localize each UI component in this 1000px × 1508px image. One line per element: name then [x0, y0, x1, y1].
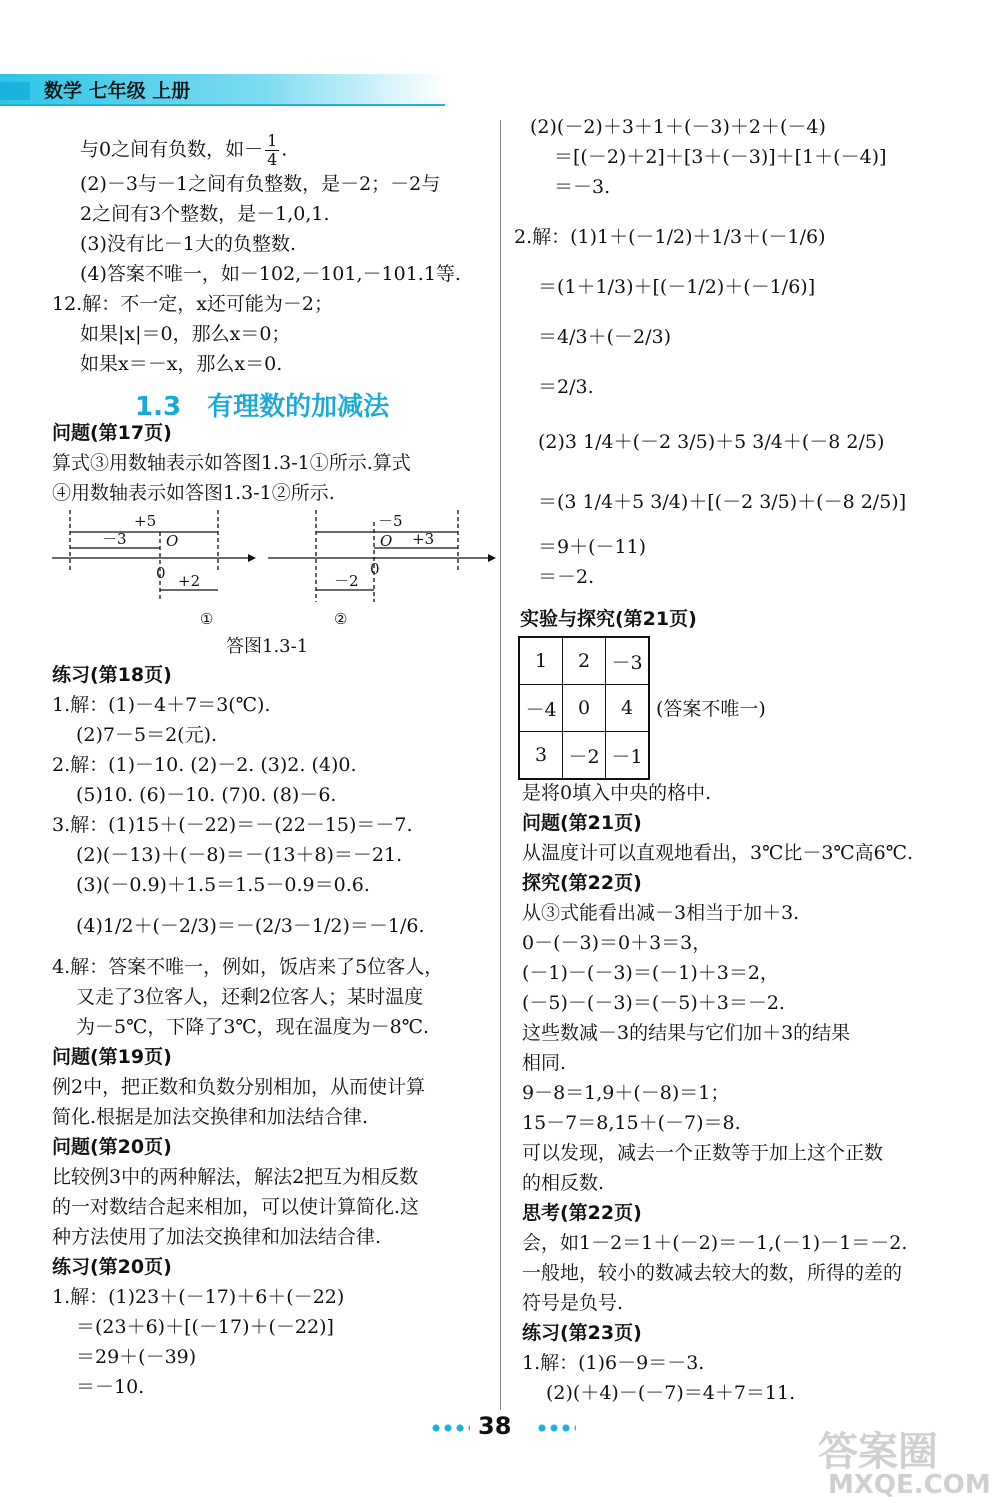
fig-label: +2 — [178, 572, 201, 590]
line: ＝[(－2)＋2]＋[3＋(－3)]＋[1＋(－4)] — [554, 146, 887, 168]
line: (4)1/2＋(－2/3)＝－(2/3－1/2)＝－1/6. — [76, 915, 425, 937]
cell: 2 — [563, 637, 606, 685]
line: (－5)－(－3)＝(－5)＋3＝－2. — [522, 992, 785, 1014]
left-q17 — [52, 418, 411, 508]
line: ＝－2. — [538, 566, 595, 588]
subheading: 问题(第17页) — [52, 422, 172, 444]
line: (－1)－(－3)＝(－1)＋3＝2， — [522, 962, 779, 984]
cell: 0 — [563, 685, 606, 732]
line: 从③式能看出减－3相当于加＋3. — [522, 902, 800, 924]
magic-square — [518, 636, 650, 780]
line: ＝(3 1/4＋5 3/4)＋[(－2 3/5)＋(－8 2/5)] — [538, 491, 907, 513]
line: 1.解：(1)6－9＝－3. — [522, 1352, 705, 1374]
line: 的一对数结合起来相加，可以使计算简化.这 — [52, 1196, 420, 1218]
fig-label: 0 — [370, 560, 380, 578]
line: 例2中，把正数和负数分别相加，从而使计算 — [52, 1076, 426, 1098]
line: 比较例3中的两种解法，解法2把互为相反数 — [52, 1166, 419, 1188]
fig-label: －3 — [102, 530, 127, 548]
fig-label: O — [380, 532, 393, 550]
line: 简化.根据是加法交换律和加法结合律. — [52, 1106, 369, 1128]
line: ＝4/3＋(－2/3) — [538, 326, 671, 348]
fig-label: 0 — [156, 564, 166, 582]
line: ＝29＋(－39) — [76, 1346, 197, 1368]
page-dots-left — [430, 1424, 470, 1432]
line: 从温度计可以直观地看出，3℃比－3℃高6℃. — [522, 842, 914, 864]
line: ＝(23＋6)＋[(－17)＋(－22)] — [76, 1316, 334, 1338]
line: ＝－10. — [76, 1376, 145, 1398]
line: 算式③用数轴表示如答图1.3-1①所示.算式 — [52, 452, 411, 474]
fig-label: －5 — [378, 512, 403, 530]
header-tab — [0, 82, 30, 100]
line: (4)答案不唯一，如－102,－101,－101.1等. — [80, 263, 461, 285]
page-dots-right — [536, 1424, 576, 1432]
subheading: 练习(第20页) — [52, 1256, 172, 1278]
line: (5)10. (6)－10. (7)0. (8)－6. — [76, 784, 337, 806]
left-column-rest — [52, 660, 443, 1402]
subheading: 练习(第23页) — [522, 1322, 642, 1344]
line: 0－(－3)＝0＋3＝3， — [522, 932, 712, 954]
fig-label: +5 — [134, 512, 157, 530]
line: 一般地，较小的数减去较大的数，所得的差的 — [522, 1262, 903, 1284]
line: ＝9＋(－11) — [538, 536, 647, 558]
section-title: 有理数的加减法 — [207, 392, 390, 422]
line: 4.解：答案不唯一，例如，饭店来了5位客人， — [52, 956, 444, 978]
line: 的相反数. — [522, 1172, 605, 1194]
fig-label: O — [166, 532, 179, 550]
cell: －3 — [606, 637, 650, 685]
line: 15－7＝8,15＋(－7)＝8. — [522, 1112, 741, 1134]
column-divider — [500, 120, 501, 1410]
line: 2之间有3个整数，是－1,0,1. — [80, 203, 330, 225]
fig-label: ② — [334, 610, 348, 628]
watermark-url: MXQE.COM — [828, 1470, 991, 1500]
cell: 1 — [519, 637, 563, 685]
line: 这些数减－3的结果与它们加＋3的结果 — [522, 1022, 851, 1044]
figure-caption: 答图1.3-1 — [226, 636, 309, 657]
line: 与0之间有负数，如－ $\frac{1}{4}$ . — [80, 131, 288, 169]
line: 符号是负号. — [522, 1292, 624, 1314]
subheading: 问题(第21页) — [522, 812, 642, 834]
line: 1.解：(1)－4＋7＝3(℃). — [52, 694, 271, 716]
line: 种方法使用了加法交换律和加法结合律. — [52, 1226, 382, 1248]
line: 又走了3位客人，还剩2位客人；某时温度 — [76, 986, 424, 1008]
cell: －2 — [563, 732, 606, 780]
line: ＝2/3. — [538, 376, 594, 398]
line: 为－5℃，下降了3℃，现在温度为－8℃. — [76, 1016, 430, 1038]
line: 会，如1－2＝1＋(－2)＝－1,(－1)－1＝－2. — [522, 1232, 908, 1254]
subheading: 练习(第18页) — [52, 664, 172, 686]
fig-label: ① — [200, 610, 214, 628]
left-column-top — [52, 131, 461, 379]
line: 如果x＝－x，那么x＝0. — [80, 353, 283, 375]
line: (2)－3与－1之间有负整数，是－2；－2与 — [80, 173, 441, 195]
line: 相同. — [522, 1052, 567, 1074]
watermark-logo: 答案圈 — [818, 1429, 938, 1475]
line: 2.解：(1)1＋(－1/2)＋1/3＋(－1/6) — [514, 226, 826, 248]
header-underline — [0, 104, 445, 106]
line: (3)(－0.9)＋1.5＝1.5－0.9＝0.6. — [76, 874, 370, 896]
line: 3.解：(1)15＋(－22)＝－(22－15)＝－7. — [52, 814, 413, 836]
line: ④用数轴表示如答图1.3-1②所示. — [52, 482, 335, 504]
line: (3)没有比－1大的负整数. — [80, 233, 297, 255]
line: 如果|x|＝0，那么x＝0； — [80, 323, 291, 345]
subheading: 思考(第22页) — [522, 1202, 642, 1224]
fig-label: +3 — [412, 530, 435, 548]
line: 2.解：(1)－10. (2)－2. (3)2. (4)0. — [52, 754, 357, 776]
subheading: 探究(第22页) — [522, 872, 642, 894]
line: (2)(＋4)－(－7)＝4＋7＝11. — [546, 1382, 796, 1404]
subheading: 实验与探究(第21页) — [520, 608, 697, 630]
line: ＝(1＋1/3)＋[(－1/2)＋(－1/6)] — [538, 276, 816, 298]
cell: 4 — [606, 685, 650, 732]
line: 可以发现，减去一个正数等于加上这个正数 — [522, 1142, 884, 1164]
cell: 3 — [519, 732, 563, 780]
right-column-top — [530, 112, 886, 202]
right-column-rest — [522, 778, 913, 1408]
subheading: 问题(第19页) — [52, 1046, 172, 1068]
line: (2)7－5＝2(元). — [76, 724, 218, 746]
line: 12.解：不一定，x还可能为－2； — [52, 293, 334, 315]
line: (2)(－2)＋3＋1＋(－3)＋2＋(－4) — [530, 116, 826, 138]
fig-label: －2 — [334, 572, 359, 590]
line: (2)(－13)＋(－8)＝－(13＋8)＝－21. — [76, 844, 403, 866]
magic-note: (答案不唯一) — [656, 698, 766, 720]
book-title: 数学 七年级 上册 — [44, 80, 191, 102]
line: 1.解：(1)23＋(－17)＋6＋(－22) — [52, 1286, 345, 1308]
line: 9－8＝1,9＋(－8)＝1； — [522, 1082, 730, 1104]
line: (2)3 1/4＋(－2 3/5)＋5 3/4＋(－8 2/5) — [538, 431, 885, 453]
page-number: 38 — [478, 1412, 512, 1440]
line: 是将0填入中央的格中. — [522, 782, 712, 804]
right-column-q2 — [514, 212, 906, 592]
subheading: 问题(第20页) — [52, 1136, 172, 1158]
number-line-figure — [48, 502, 498, 632]
section-number: 1.3 — [135, 392, 182, 422]
line: ＝－3. — [554, 176, 611, 198]
cell: －1 — [606, 732, 650, 780]
cell: －4 — [519, 685, 563, 732]
